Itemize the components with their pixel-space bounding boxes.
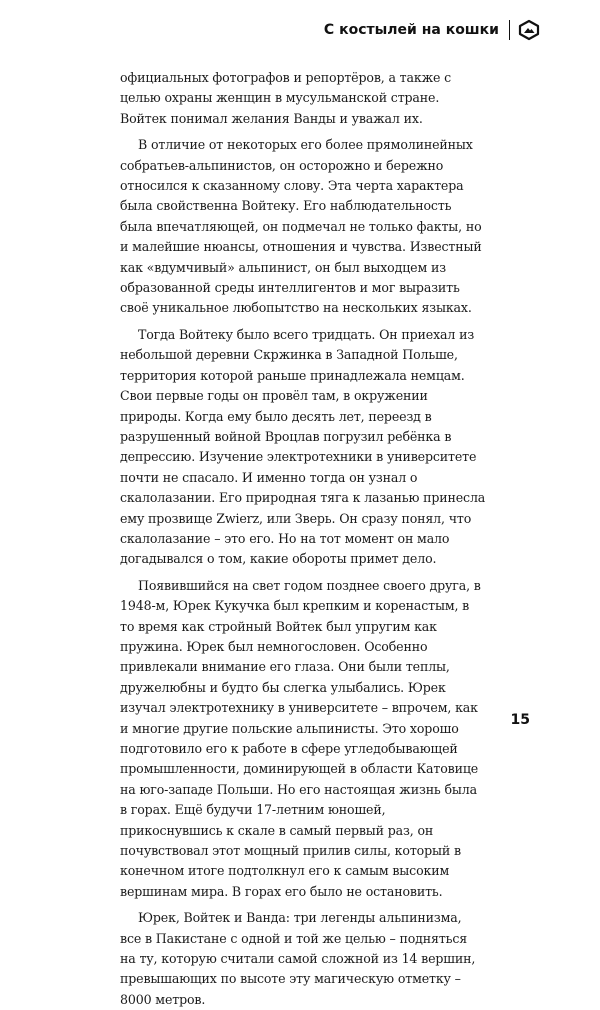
chapter-title: С костылей на кошки	[323, 22, 499, 38]
paragraph-5: Юрек, Войтек и Ванда: три легенды альпинизма, все в Пакистане с одной и той же целью – подняться на ту, которую считали самой сложной из 14 вершин, превышающих по высоте эту магическую отметку – 8000 метров.	[120, 910, 476, 1007]
page-number: 15	[510, 712, 530, 728]
mountain-emblem-icon	[518, 19, 540, 41]
paragraph-3: Тогда Войтеку было всего тридцать. Он приехал из небольшой деревни Скржинка в Западной Польше, территория которой раньше принадлежала немцам. Свои первые годы он провёл там, в окружении природы. Когда ему было десять лет, переезд в разрушенный войной Вроцлав погрузил ребёнка в депрессию. Изучение электротехники в университете почти не спасало. И именно тогда он узнал о скалолазании. Его природная тяга к лазанью принесла ему прозвище Zwierz, или Зверь. Он сразу понял, что скалолазание – это его. Но на тот момент он мало догадывался о том, какие обороты примет дело.	[120, 326, 486, 567]
header-divider	[509, 20, 510, 40]
paragraph-4: Появившийся на свет годом позднее своего друга, в 1948-м, Юрек Кукучка был крепким и коренастым, в то время как стройный Войтек был упругим как пружина. Юрек был немногословен. Особенно привлекали внимание его глаза. Они были теплы, дружелюбны и будто бы слегка улыбались. Юрек изучал электротехнику в университете – впрочем, как и многие другие польские альпинисты. Это хорошо подготовило его к работе в сфере угледобывающей промышленности, доминирующей в области Катовице на юго-западе Польши. Но его настоящая жизнь была в горах. Ещё будучи 17-летним юношей, прикоснувшись к скале в самый первый раз, он почувствовал этот мощный прилив силы, который в конечном итоге подтолкнул его к самым высоким вершинам мира. В горах его было не остановить.	[120, 577, 481, 899]
page-body	[120, 68, 486, 1010]
paragraph-2: В отличие от некоторых его более прямолинейных собратьев-альпинистов, он осторожно и бережно относился к сказанному слову. Эта черта характера была свойственна Войтеку. Его наблюдательность была впечатляющей, он подмечал не только факты, но и малейшие нюансы, отношения и чувства. Известный как «вдумчивый» альпинист, он был выходцем из образованной среды интеллигентов и мог выразить своё уникальное любопытство на нескольких языках.	[120, 137, 482, 316]
running-header	[324, 18, 540, 42]
paragraph-1: официальных фотографов и репортёров, а также с целью охраны женщин в мусульманской стране. Войтек понимал желания Ванды и уважал их.	[120, 70, 452, 126]
